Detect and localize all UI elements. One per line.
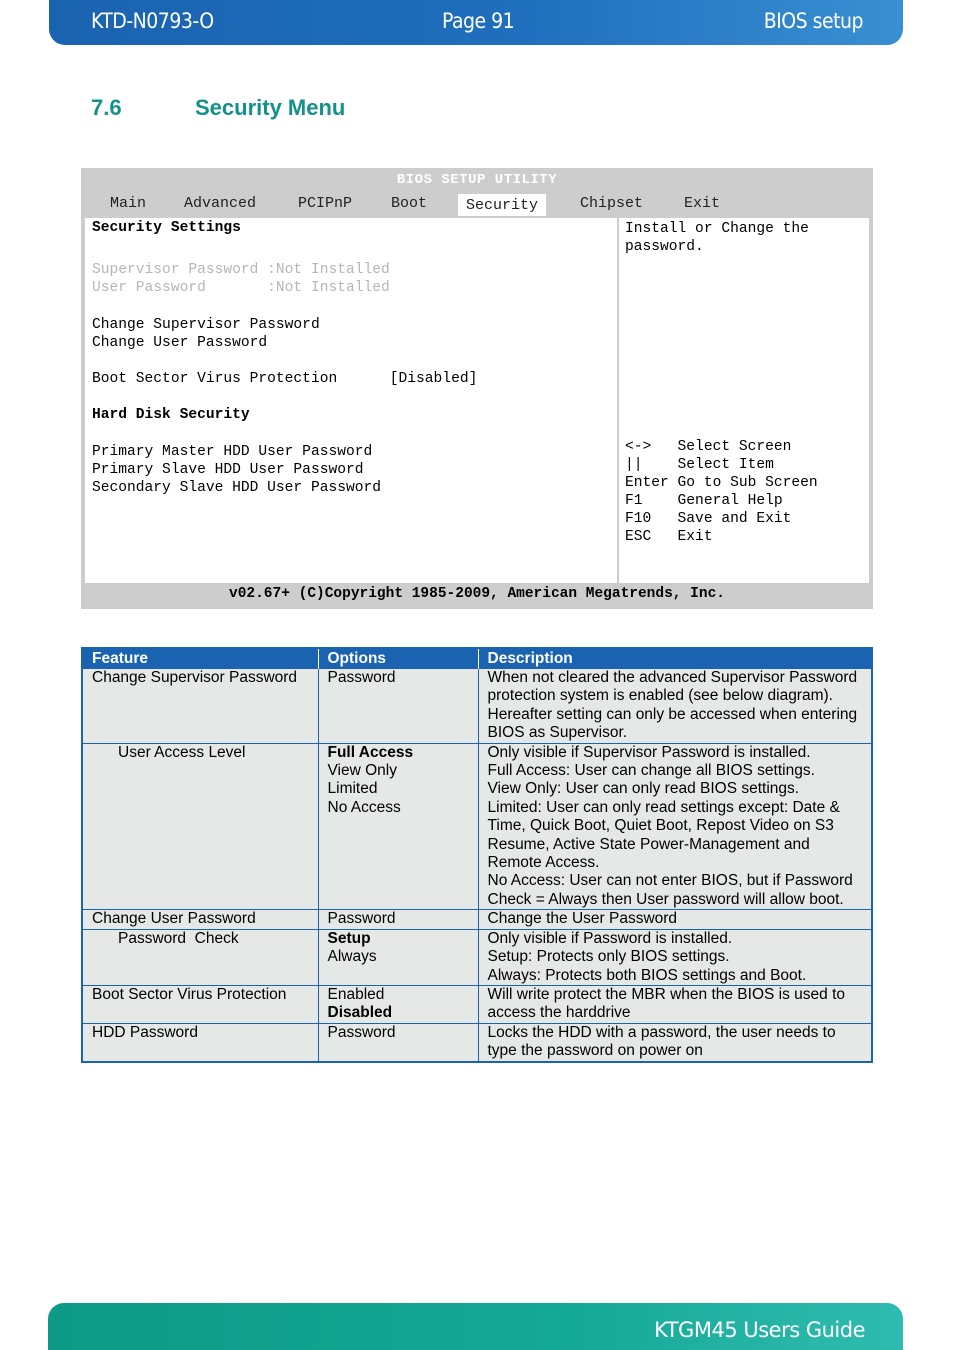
- description-text: Only visible if Supervisor Password is installed.: [487, 743, 811, 761]
- help-text-line-1: Install or Change the: [625, 221, 809, 237]
- option-value-default: Full Access: [327, 743, 414, 761]
- options-cell: [318, 669, 478, 744]
- key-legend-general-help: F1 General Help: [625, 493, 783, 509]
- help-text-line-2: password.: [625, 239, 704, 255]
- panel-divider: [617, 218, 619, 583]
- options-cell: [318, 1023, 478, 1061]
- option-value: No Access: [327, 798, 401, 816]
- tab-advanced[interactable]: Advanced: [184, 195, 257, 212]
- supervisor-password-status: Supervisor Password :Not Installed: [92, 262, 390, 278]
- primary-master-hdd-item[interactable]: Primary Master HDD User Password: [92, 444, 373, 460]
- table-row: [82, 743, 872, 910]
- description-text: Full Access: User can change all BIOS settings.: [487, 762, 815, 780]
- table-row: [82, 669, 872, 744]
- table-row: [82, 910, 872, 929]
- table-row: [82, 1023, 872, 1061]
- options-cell: [318, 985, 478, 1023]
- description-text: Always: Protects both BIOS settings and Boot.: [487, 966, 807, 984]
- description-text: When not cleared the advanced Supervisor Password protection system is enabled (see below diagram). Hereafter setting can only be accessed when entering BIOS as Supervisor.: [487, 669, 858, 742]
- column-header-options: Options: [318, 648, 478, 669]
- key-legend-select-screen: <-> Select Screen: [625, 439, 792, 455]
- tab-exit[interactable]: Exit: [684, 195, 721, 212]
- tab-security[interactable]: Security: [458, 194, 546, 217]
- security-settings-heading: Security Settings: [92, 220, 241, 236]
- tab-pcipnp[interactable]: PCIPnP: [298, 195, 353, 212]
- column-header-feature: Feature: [82, 648, 318, 669]
- option-value-default: Setup: [327, 929, 371, 947]
- description-text: No Access: User can not enter BIOS, but if Password Check = Always then User password will allow boot.: [487, 872, 853, 908]
- key-legend-save-exit: F10 Save and Exit: [625, 511, 792, 527]
- description-cell: [478, 985, 872, 1023]
- feature-cell: HDD Password: [82, 1023, 318, 1061]
- page-number: Page 91: [442, 9, 515, 33]
- description-cell: [478, 1023, 872, 1061]
- options-cell: [318, 743, 478, 910]
- description-text: Will write protect the MBR when the BIOS is used to access the harddrive: [487, 985, 845, 1022]
- hard-disk-security-heading: Hard Disk Security: [92, 407, 250, 423]
- document-id: KTD-N0793-O: [91, 9, 214, 33]
- bios-panel: [83, 216, 871, 585]
- description-cell: [478, 929, 872, 985]
- guide-title: KTGM45 Users Guide: [654, 1318, 865, 1342]
- option-value: View Only: [327, 762, 397, 780]
- option-value: Password: [327, 910, 396, 928]
- table-header-row: [82, 648, 872, 669]
- primary-slave-hdd-item[interactable]: Primary Slave HDD User Password: [92, 462, 364, 478]
- bios-copyright: v02.67+ (C)Copyright 1985-2009, American Megatrends, Inc.: [229, 586, 725, 602]
- bios-screen: [81, 168, 873, 609]
- section-number: 7.6: [91, 95, 122, 120]
- option-value: Password: [327, 1023, 396, 1041]
- option-value: Enabled: [327, 985, 385, 1003]
- feature-table: [81, 647, 873, 1063]
- key-legend-select-item: || Select Item: [625, 457, 774, 473]
- tab-main[interactable]: Main: [110, 195, 147, 212]
- column-header-description: Description: [478, 648, 872, 669]
- option-value: Limited: [327, 780, 378, 798]
- options-cell: [318, 929, 478, 985]
- table-row: [82, 929, 872, 985]
- options-cell: [318, 910, 478, 929]
- feature-cell: [82, 743, 318, 910]
- secondary-slave-hdd-item[interactable]: Secondary Slave HDD User Password: [92, 480, 382, 496]
- key-legend-sub-screen: Enter Go to Sub Screen: [625, 475, 818, 491]
- section-title: Security Menu: [195, 95, 346, 120]
- feature-name: Password Check: [118, 929, 239, 947]
- page-header: [49, 0, 903, 45]
- description-text: Limited: User can only read settings except: Date & Time, Quick Boot, Quiet Boot, Repost Video on S3 Resume, Active State Power-Management and Remote Access.: [487, 798, 840, 872]
- description-text: Setup: Protects only BIOS settings.: [487, 948, 730, 966]
- feature-name: User Access Level: [118, 743, 246, 761]
- key-legend-exit: ESC Exit: [625, 529, 713, 545]
- description-cell: [478, 743, 872, 910]
- change-user-password-item[interactable]: Change User Password: [92, 335, 268, 351]
- section-label: BIOS setup: [763, 9, 863, 33]
- tab-boot[interactable]: Boot: [391, 195, 428, 212]
- description-text: View Only: User can only read BIOS settings.: [487, 780, 800, 798]
- feature-cell: [82, 929, 318, 985]
- description-text: Only visible if Password is installed.: [487, 929, 733, 947]
- user-password-status: User Password :Not Installed: [92, 280, 390, 296]
- feature-cell: Change Supervisor Password: [82, 669, 318, 744]
- boot-sector-virus-protection-item[interactable]: Boot Sector Virus Protection [Disabled]: [92, 371, 478, 387]
- description-text: Locks the HDD with a password, the user needs to type the password on power on: [487, 1023, 836, 1060]
- bios-title: BIOS SETUP UTILITY: [396, 172, 558, 188]
- option-value: Always: [327, 948, 377, 966]
- option-value-default: Disabled: [327, 1004, 393, 1022]
- tab-chipset[interactable]: Chipset: [580, 195, 644, 212]
- table-row: [82, 985, 872, 1023]
- option-value: Password: [327, 669, 396, 686]
- description-cell: [478, 910, 872, 929]
- feature-cell: Boot Sector Virus Protection: [82, 985, 318, 1023]
- page-footer: [48, 1303, 903, 1350]
- change-supervisor-password-item[interactable]: Change Supervisor Password: [92, 317, 320, 333]
- feature-cell: Change User Password: [82, 910, 318, 929]
- description-text: Change the User Password: [487, 910, 678, 928]
- description-cell: [478, 669, 872, 744]
